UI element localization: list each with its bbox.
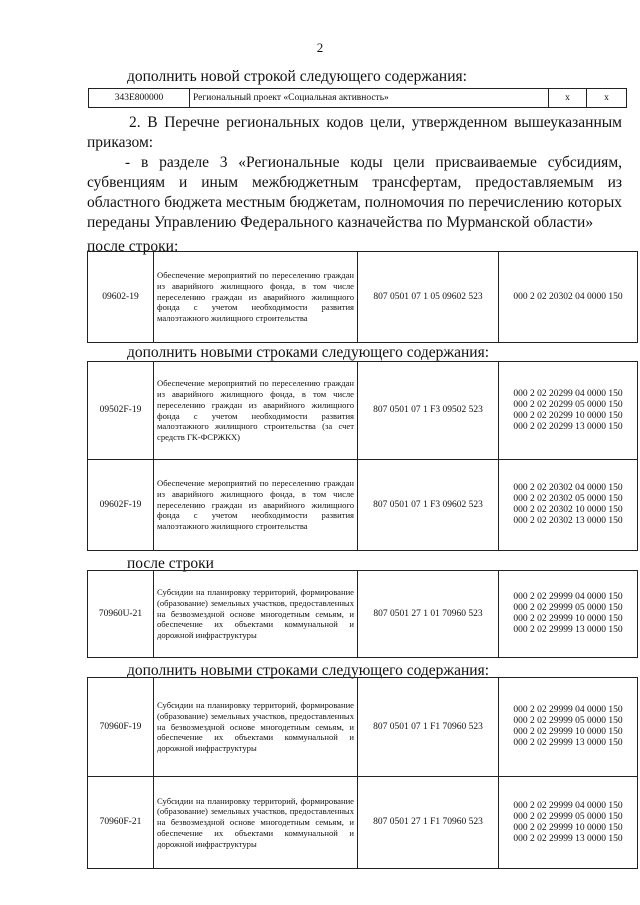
goal-description: Обеспечение мероприятий по переселению граждан из аварийного жилищного фонда, в том числе переселению граждан из аварийного жилищного фонда с учетом необходимости развития малоэтажного жилищного строительства <box>154 252 358 343</box>
table-after-1 <box>87 251 638 343</box>
project-code: 343E800000 <box>89 89 190 108</box>
goal-code: 09602-19 <box>88 252 154 343</box>
revenue-code: 000 2 02 29999 13 0000 150 <box>513 625 623 635</box>
label-add-rows-1: дополнить новыми строками следующего содержания: <box>127 344 490 361</box>
goal-code: 70960F-21 <box>88 777 154 869</box>
table-row <box>88 777 638 869</box>
label-after-row-2: после строки <box>127 555 214 572</box>
table-row <box>88 362 638 460</box>
table-add-2 <box>87 677 638 869</box>
goal-code: 70960U-21 <box>88 571 154 658</box>
project-col3: x <box>549 89 587 108</box>
paragraph-2 <box>87 113 622 233</box>
revenue-code: 000 2 02 20299 13 0000 150 <box>513 421 623 432</box>
table-row <box>89 89 627 108</box>
paragraph-line-2: - в разделе 3 «Региональные коды цели присваиваемые субсидиям, субвенциям и иным межбюджетным трансфертам, предоставляемым из областного бюджета местным бюджетам, полномочия по перечислению которых переданы Управлению Федерального казначейства по Мурманской области» <box>87 154 622 231</box>
table-add-1 <box>87 361 638 551</box>
table-row <box>88 460 638 551</box>
project-name: Региональный проект «Социальная активность» <box>190 89 549 108</box>
revenue-code: 000 2 02 29999 04 0000 150 <box>513 592 623 602</box>
revenue-code: 000 2 02 29999 10 0000 150 <box>513 822 623 833</box>
table-row <box>88 252 638 343</box>
goal-code: 09602F-19 <box>88 460 154 551</box>
revenue-code: 000 2 02 29999 05 0000 150 <box>513 811 623 822</box>
revenue-codes <box>499 252 638 343</box>
project-table <box>88 88 627 108</box>
goal-code: 70960F-19 <box>88 678 154 777</box>
revenue-code: 000 2 02 20302 05 0000 150 <box>513 494 623 504</box>
revenue-code: 000 2 02 20302 04 0000 150 <box>513 291 623 302</box>
goal-code: 09502F-19 <box>88 362 154 460</box>
goal-description: Субсидии на планировку территорий, формирование (образование) земельных участков, предоставленных на безвозмездной основе многодетным семьям, и обеспечение их объектами коммунальной и дорожной инфраструктуры <box>154 571 358 658</box>
revenue-code: 000 2 02 29999 13 0000 150 <box>513 833 623 844</box>
table-row <box>88 571 638 658</box>
revenue-code: 000 2 02 20302 10 0000 150 <box>513 505 623 515</box>
revenue-codes <box>499 678 638 777</box>
budget-classification-code: 807 0501 07 1 F1 70960 523 <box>358 678 499 777</box>
budget-classification-code: 807 0501 27 1 01 70960 523 <box>358 571 499 658</box>
revenue-code: 000 2 02 29999 10 0000 150 <box>513 614 623 624</box>
revenue-code: 000 2 02 20302 13 0000 150 <box>513 516 623 526</box>
table-row <box>88 678 638 777</box>
revenue-code: 000 2 02 29999 04 0000 150 <box>513 705 623 715</box>
revenue-codes <box>499 777 638 869</box>
revenue-code: 000 2 02 29999 10 0000 150 <box>513 727 623 737</box>
budget-classification-code: 807 0501 07 1 F3 09502 523 <box>358 362 499 460</box>
intro-line: дополнить новой строкой следующего содержания: <box>127 68 467 85</box>
budget-classification-code: 807 0501 27 1 F1 70960 523 <box>358 777 499 869</box>
label-after-row-1: после строки: <box>87 238 179 255</box>
goal-description: Обеспечение мероприятий по переселению граждан из аварийного жилищного фонда, в том числе переселению граждан из аварийного жилищного фонда с учетом необходимости развития малоэтажного жилищного строительства <box>154 460 358 551</box>
revenue-code: 000 2 02 20299 10 0000 150 <box>513 410 623 421</box>
goal-description: Субсидии на планировку территорий, формирование (образование) земельных участков, предоставленных на безвозмездной основе многодетным семьям, и обеспечение их объектами коммунальной и дорожной инфраструктуры <box>154 678 358 777</box>
label-add-rows-2: дополнить новыми строками следующего содержания: <box>127 662 490 679</box>
revenue-codes <box>499 460 638 551</box>
revenue-code: 000 2 02 29999 05 0000 150 <box>513 603 623 613</box>
page-number: 2 <box>316 40 324 55</box>
goal-description: Обеспечение мероприятий по переселению граждан из аварийного жилищного фонда, в том числе переселению граждан из аварийного жилищного фонда с учетом необходимости развития малоэтажного жилищного строительства (за счет средств ГК-ФСРЖКХ) <box>154 362 358 460</box>
revenue-codes <box>499 571 638 658</box>
project-col4: x <box>587 89 627 108</box>
revenue-code: 000 2 02 20299 04 0000 150 <box>513 388 623 399</box>
goal-description: Субсидии на планировку территорий, формирование (образование) земельных участков, предоставленных на безвозмездной основе многодетным семьям, и обеспечение их объектами коммунальной и дорожной инфраструктуры <box>154 777 358 869</box>
revenue-code: 000 2 02 29999 05 0000 150 <box>513 716 623 726</box>
revenue-code: 000 2 02 29999 04 0000 150 <box>513 800 623 811</box>
table-after-2 <box>87 570 638 658</box>
revenue-code: 000 2 02 20299 05 0000 150 <box>513 399 623 410</box>
budget-classification-code: 807 0501 07 1 F3 09602 523 <box>358 460 499 551</box>
revenue-codes <box>499 362 638 460</box>
revenue-code: 000 2 02 20302 04 0000 150 <box>513 483 623 493</box>
paragraph-line-1: 2. В Перечне региональных кодов цели, утвержденном вышеуказанным приказом: <box>87 114 622 151</box>
budget-classification-code: 807 0501 07 1 05 09602 523 <box>358 252 499 343</box>
revenue-code: 000 2 02 29999 13 0000 150 <box>513 738 623 748</box>
